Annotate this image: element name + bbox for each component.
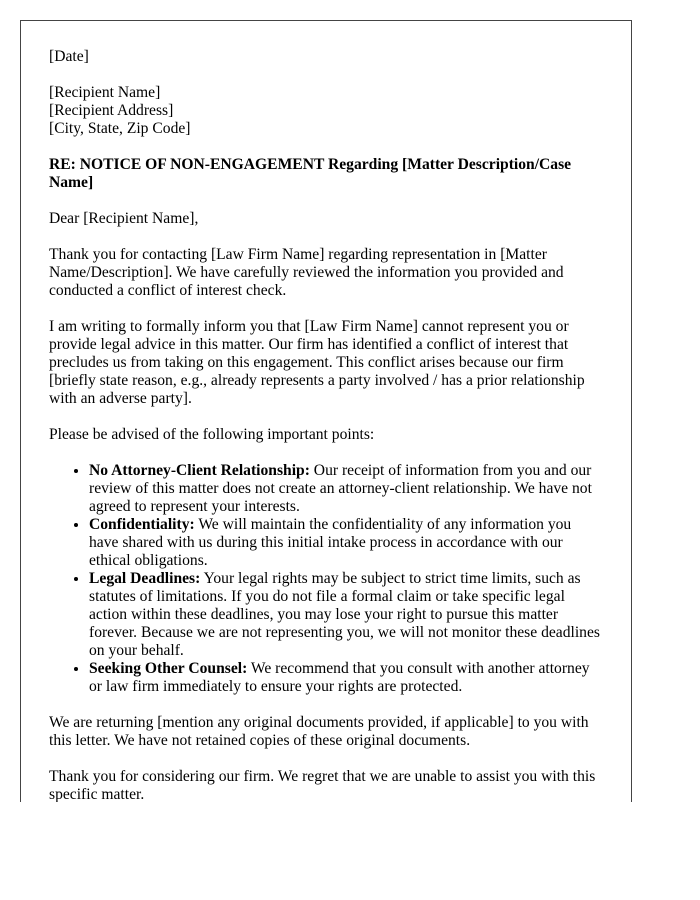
- list-item: [89, 570, 603, 660]
- point-term: Seeking Other Counsel:: [89, 660, 248, 677]
- recipient-name: [Recipient Name]: [49, 84, 161, 101]
- recipient-address: [Recipient Address]: [49, 102, 174, 119]
- paragraph-intro: Thank you for contacting [Law Firm Name] regarding representation in [Matter Name/Description]. We have carefully reviewed the information you provided and conducted a conflict of interest check.: [49, 246, 564, 299]
- paragraph-conflict: I am writing to formally inform you that [Law Firm Name] cannot represent you or provide legal advice in this matter. Our firm has identified a conflict of interest that precludes us from taking on this engagement. This conflict arises because our firm [briefly state reason, e.g., already represents a party involved / has a prior relationship with an adverse party].: [49, 318, 585, 407]
- important-points-list: [49, 462, 603, 696]
- point-text: We will maintain the confidentiality of any information you have shared with us during this initial intake process in accordance with our ethical obligations.: [89, 516, 572, 569]
- recipient-city-state-zip: [City, State, Zip Code]: [49, 120, 191, 137]
- subject-line: RE: NOTICE OF NON-ENGAGEMENT Regarding [Matter Description/Case Name]: [49, 156, 572, 191]
- list-item: [89, 660, 603, 696]
- paragraph-points-lead: Please be advised of the following important points:: [49, 426, 375, 443]
- letter-page: [20, 20, 632, 802]
- list-item: [89, 516, 603, 570]
- paragraph-thanks: Thank you for considering our firm. We regret that we are unable to assist you with this specific matter.: [49, 768, 596, 802]
- letter-date: [Date]: [49, 48, 89, 65]
- point-text: Our receipt of information from you and our review of this matter does not create an attorney-client relationship. We have not agreed to represent your interests.: [89, 462, 592, 515]
- point-text: Your legal rights may be subject to strict time limits, such as statutes of limitations. If you do not file a formal claim or take specific legal action within these deadlines, you may lose your right to pursue this matter forever. Because we are not representing you, we will not monitor these deadlines on your behalf.: [89, 570, 600, 659]
- list-item: [89, 462, 603, 516]
- paragraph-documents: We are returning [mention any original documents provided, if applicable] to you with this letter. We have not retained copies of these original documents.: [49, 714, 589, 749]
- point-term: Confidentiality:: [89, 516, 195, 533]
- point-term: No Attorney-Client Relationship:: [89, 462, 310, 479]
- recipient-block: [49, 84, 603, 138]
- point-term: Legal Deadlines:: [89, 570, 201, 587]
- salutation: Dear [Recipient Name],: [49, 210, 199, 227]
- point-text: We recommend that you consult with another attorney or law firm immediately to ensure your rights are protected.: [89, 660, 590, 695]
